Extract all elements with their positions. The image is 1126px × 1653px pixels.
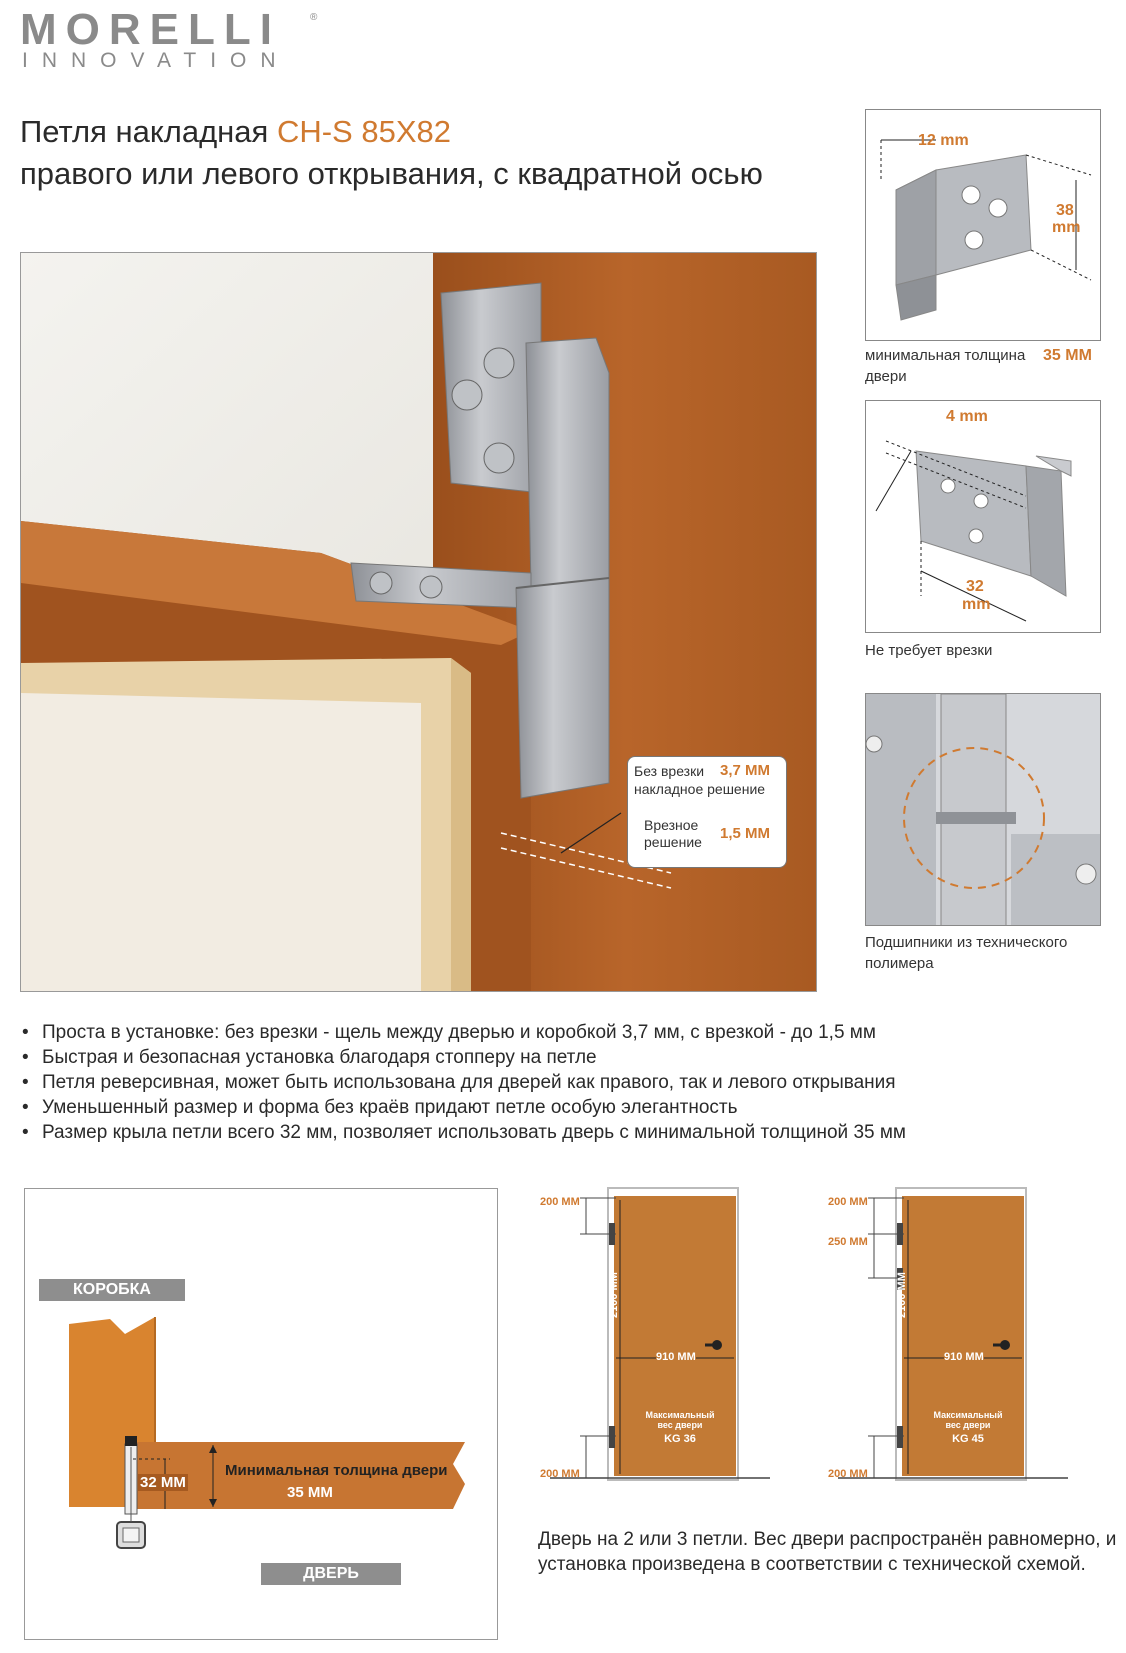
brand-logo: MORELLI	[20, 5, 281, 54]
door1-height: 2100 ММ	[608, 1272, 620, 1318]
door1-width: 910 ММ	[656, 1351, 696, 1363]
frame-label: КОРОБКА	[39, 1279, 185, 1301]
door-description: Дверь на 2 или 3 петли. Вес двери распространён равномерно, и установка произведена в соответствии с технической схемой.	[538, 1529, 1117, 1575]
door2-bottom-offset: 200 ММ	[828, 1468, 868, 1480]
wing-dimensions-thumb	[865, 109, 1101, 341]
feature-item: • Петля реверсивная, может быть использована для дверей как правого, так и левого открывания	[20, 1070, 1100, 1095]
registered-mark: ®	[310, 12, 318, 23]
no-cut-thumb	[865, 400, 1101, 633]
feature-item: • Проста в установке: без врезки - щель между дверью и коробкой 3,7 мм, с врезкой - до 1,5 мм	[20, 1020, 1100, 1045]
thumb3-caption	[865, 932, 1067, 974]
door1-weight-value: KG 36	[664, 1433, 696, 1445]
thumb1-caption	[865, 345, 1025, 387]
door-label: ДВЕРЬ	[261, 1563, 401, 1585]
thumb1-caption-line2: двери	[865, 368, 907, 385]
door2-width: 910 ММ	[944, 1351, 984, 1363]
min-thickness-value: 35 ММ	[287, 1484, 333, 1501]
thumb3-caption-line1: Подшипники из технического	[865, 934, 1068, 951]
product-title	[20, 116, 451, 147]
cut-label-1: Врезное	[644, 817, 699, 833]
feature-list	[20, 1020, 1100, 1145]
no-cut-label: Без врезки	[634, 763, 705, 779]
door2-height: 2100 ММ	[896, 1272, 908, 1318]
overlay-label: накладное решение	[634, 781, 766, 797]
no-cut-value: 3,7 ММ	[720, 762, 771, 779]
door2-weight-label: Максимальный вес двери	[933, 1410, 1003, 1430]
product-subtitle: правого или левого открывания, с квадратной осью	[20, 156, 763, 191]
door-diagram-3-hinges	[808, 1178, 1108, 1498]
cut-value: 1,5 ММ	[720, 825, 771, 842]
product-model: CH-S 85X82	[276, 114, 451, 149]
installation-scheme	[24, 1188, 498, 1640]
feature-item: • Быстрая и безопасная установка благодаря стопперу на петле	[20, 1045, 1100, 1070]
hinge-photo	[20, 252, 817, 992]
door-diagram-2-hinges	[520, 1178, 800, 1498]
thumb2-caption: Не требует врезки	[865, 642, 993, 659]
thumb1-caption-value: 35 ММ	[1043, 347, 1092, 364]
door1-top-offset: 200 ММ	[540, 1196, 580, 1208]
bearing-thumb	[865, 693, 1101, 926]
gap-callout	[627, 756, 787, 868]
cut-label-2: решение	[644, 834, 702, 850]
dim-32-unit: mm	[962, 596, 991, 613]
dim-12mm: 12 mm	[918, 132, 969, 149]
door2-weight-value: KG 45	[952, 1433, 984, 1445]
dim-38-unit: mm	[1052, 219, 1081, 236]
brand-logo-subtitle: INNOVATION	[22, 49, 290, 72]
feature-item: • Размер крыла петли всего 32 мм, позволяет использовать дверь с минимальной толщиной 35 мм	[20, 1120, 1100, 1145]
thumb3-caption-line2: полимера	[865, 955, 934, 972]
feature-item: • Уменьшенный размер и форма без краёв придают петле особую элегантность	[20, 1095, 1100, 1120]
door2-top-offset: 200 ММ	[828, 1196, 868, 1208]
dim-32: 32	[966, 578, 984, 595]
door1-bottom-offset: 200 ММ	[540, 1468, 580, 1480]
dim-38: 38	[1056, 202, 1074, 219]
product-title-prefix: Петля накладная	[20, 114, 277, 149]
door1-weight-label: Максимальный вес двери	[645, 1410, 715, 1430]
thumb1-caption-line1: минимальная толщина	[865, 347, 1026, 364]
dim-4mm: 4 mm	[946, 408, 988, 425]
wing-dimension: 32 ММ	[140, 1474, 186, 1491]
min-thickness-label: Минимальная толщина двери	[225, 1462, 448, 1479]
door2-gap-offset: 250 ММ	[828, 1236, 868, 1248]
